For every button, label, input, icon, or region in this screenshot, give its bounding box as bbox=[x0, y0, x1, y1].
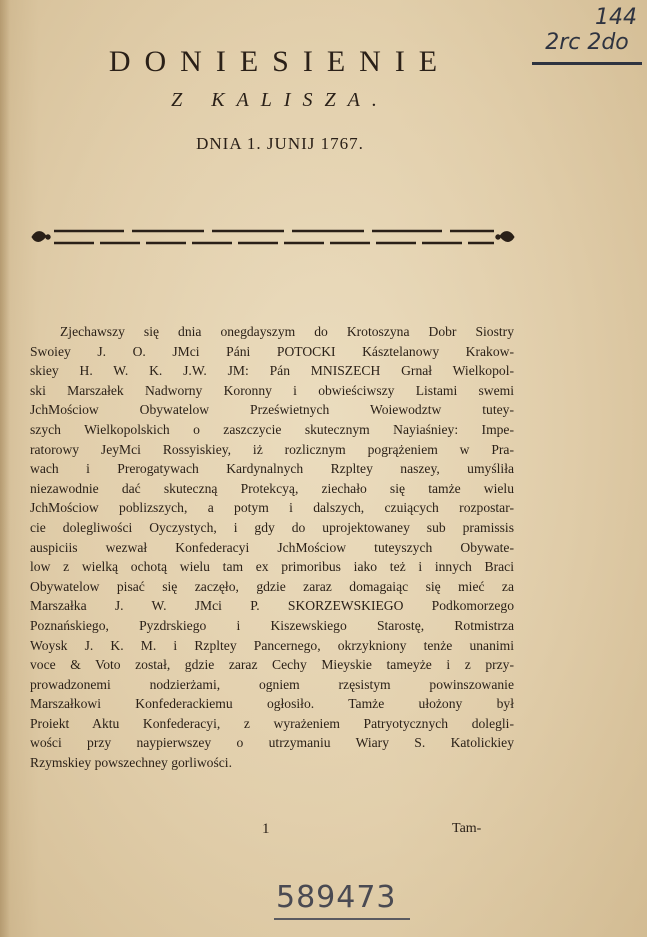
body-line: cie dolegliwości Oyczystych, i gdy do uprojektowaney sub pramissis bbox=[30, 519, 514, 535]
body-line: auspiciis wezwał Konfederacyi JchMościow tuteyszych Obywate- bbox=[30, 539, 514, 555]
body-line: Marszałka J. W. JMci P. SKORZEWSKIEGO Podkomorzego bbox=[30, 598, 514, 614]
inventory-stamp-number: 589473 bbox=[276, 880, 397, 915]
ornamental-divider bbox=[28, 222, 518, 252]
body-line: JchMościow poblizszych, a potym i dalszych, czuiących rozpostar- bbox=[30, 500, 514, 516]
handwritten-underline bbox=[532, 62, 642, 65]
body-line: wach i Prerogatywach Kardynalnych Rzpltey naszey, umyśliła bbox=[30, 461, 514, 477]
body-line: skiey H. W. K. J.W. JM: Pán MNISZECH Grnał Wielkopol- bbox=[30, 363, 514, 379]
page-left-edge bbox=[0, 0, 10, 937]
body-line: Woysk J. K. M. i Rzpltey Pancernego, okrzykniony tenże unanimi bbox=[30, 637, 514, 653]
body-line: Proiekt Aktu Konfederacyi, z wyrażeniem Patryotycznych dolegli- bbox=[30, 715, 514, 731]
handwritten-page-number: 144 bbox=[595, 5, 637, 30]
body-line: voce & Voto został, gdzie zaraz Cechy Mieyskie tameyże i z przy- bbox=[30, 657, 514, 673]
inventory-stamp-underline bbox=[274, 918, 410, 920]
body-line: Swoiey J. O. JMci Páni POTOCKI Kásztelanowy Krakow- bbox=[30, 343, 514, 359]
body-line: niezawodnie dać skuteczną Protekcyą, ziechało się tamże wielu bbox=[30, 480, 514, 496]
body-line: prowadzonemi nodzierżami, ogniem rzęsistym powinszowanie bbox=[30, 676, 514, 692]
body-line: Rzymskiey powszechney gorliwości. bbox=[30, 755, 232, 771]
body-line: szych Wielkopolskich o zaszczycie skutecznym Nayiaśniey: Impe- bbox=[30, 421, 514, 437]
body-line: Zjechawszy się dnia onegdayszym do Krotoszyna Dobr Siostry bbox=[60, 324, 514, 339]
body-line: low z wielką ochotą wielu tam ex primoribus iako też i innych Braci bbox=[30, 559, 514, 575]
body-line: JchMościow Obywatelow Prześwietnych Woiewodztw tutey- bbox=[30, 402, 514, 418]
document-subtitle: Z KALISZA. bbox=[171, 89, 389, 111]
catchword: Tam- bbox=[452, 821, 482, 836]
handwritten-shelf-code: 2rc 2do bbox=[545, 30, 629, 55]
body-line: Poznańskiego, Pyzdrskiego i Kiszewskiego Starostę, Rotmistrza bbox=[30, 617, 514, 633]
signature-mark: 1 bbox=[262, 821, 270, 837]
document-title: DONIESIENIE bbox=[108, 45, 452, 78]
body-line: ratorowy JeyMci Rossyiskiey, iż rozlicznym pogrążeniem w Pra- bbox=[30, 441, 514, 457]
body-line: Marszałkowi Konfederackiemu ogłosiło. Tamże ułożony był bbox=[30, 696, 514, 712]
body-line: ski Marszałek Nadworny Koronny i obwieściwszy Listami swemi bbox=[30, 382, 514, 398]
document-date: DNIA 1. JUNIJ 1767. bbox=[196, 134, 364, 153]
body-line: Obywatelow pisać się zaczęło, gdzie zaraz domagaiąc się mieć za bbox=[30, 578, 514, 594]
document-body bbox=[30, 322, 514, 773]
body-line: wości przy naypierwszey o utrzymaniu Wiary S. Katolickiey bbox=[30, 735, 514, 751]
